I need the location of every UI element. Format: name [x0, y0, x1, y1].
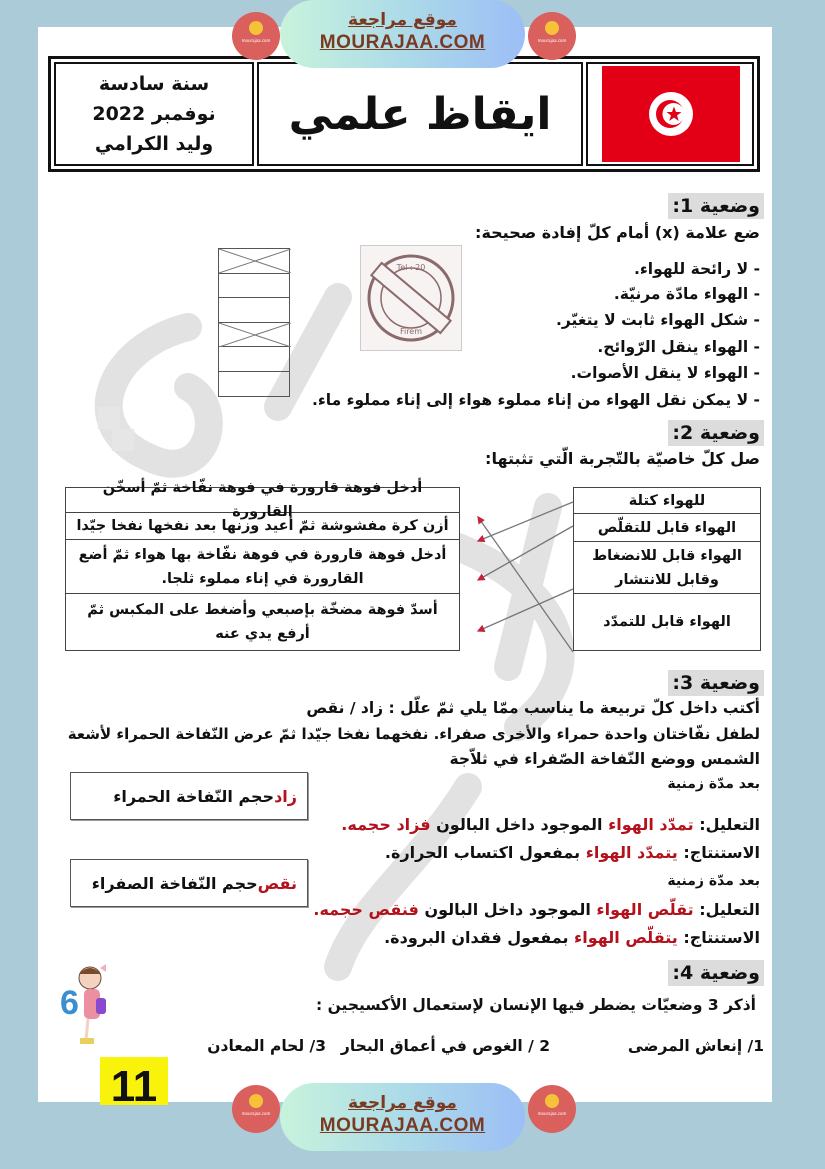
flag-cell [586, 62, 754, 166]
property-2: الهواء قابل للتقلّص [574, 514, 760, 542]
statement-5: - الهواء لا ينقل الأصوات. [570, 364, 760, 382]
site-banner-bottom[interactable] [280, 1083, 525, 1151]
worksheet-date: نوفمبر 2022 [92, 103, 216, 125]
header-info [54, 62, 254, 166]
experiment-4: أسدّ فوهة مضخّة بإصبعي وأضغط على المكبس ثمّ أرفع يدي عنه [87, 602, 438, 642]
site-badge-left-bottom: mourajaa.com [232, 1085, 280, 1133]
statement-2: - الهواء مادّة مرنيّة. [613, 285, 760, 303]
section4-instruction: أذكر 3 وضعيّات يضطر فيها الإنسان لإستعمال الأكسيجين : [316, 996, 756, 1014]
properties-table [573, 487, 761, 651]
worksheet-title: ايقاظ علمي [257, 62, 583, 166]
experiments-table [65, 480, 460, 651]
banner-english: MOURAJAA.COM [319, 32, 486, 53]
red-conclusion: الاستنتاج: يتمدّد الهواء بمفعول اكتساب الحرارة. [384, 843, 760, 862]
check-box-6[interactable] [219, 372, 289, 397]
section2-title: وضعية 2: [668, 420, 764, 446]
section3-title: وضعية 3: [668, 670, 764, 696]
section3-story-2: الشمس ووضع النّفاخة الصّفراء في ثلاّجة [449, 750, 760, 768]
section1-title: وضعية 1: [668, 193, 764, 219]
svg-text:6: 6 [60, 984, 79, 1022]
logo-icon [545, 1094, 559, 1108]
grade-level: سنة سادسة [98, 73, 210, 95]
statement-4: - الهواء ينقل الرّوائح. [597, 338, 760, 356]
property-1: للهواء كتلة [574, 488, 760, 514]
cartoon-girl-icon [60, 962, 118, 1052]
after-time-1: بعد مدّة زمنية [667, 776, 760, 792]
svg-text:Tel : 20: Tel : 20 [396, 263, 426, 272]
site-badge-left-top: mourajaa.com [232, 12, 280, 60]
red-balloon-answer-box[interactable]: زاد حجم النّفاخة الحمراء [70, 772, 308, 820]
check-box-5[interactable] [219, 347, 289, 372]
site-badge-right-bottom: mourajaa.com [528, 1085, 576, 1133]
experiment-1: أدخل فوهة قارورة في فوهة نفّاخة ثمّ أسخّن القارورة [66, 488, 459, 513]
banner-arabic: موقع مراجعة [348, 1093, 457, 1113]
author-name: وليد الكرامي [94, 133, 214, 155]
yellow-conclusion: الاستنتاج: يتقلّص الهواء بمفعول فقدان البرودة. [384, 928, 760, 947]
site-badge-right-top: mourajaa.com [528, 12, 576, 60]
section3-story-1: لطفل نفّاختان واحدة حمراء والأخرى صفراء. نفخهما نفخا جيّدا ثمّ عرض النّفاخة الحمراء لأشعة [67, 725, 760, 743]
statement-1: - لا رائحة للهواء. [633, 260, 760, 278]
check-box-4[interactable] [219, 323, 289, 348]
yellow-reasoning: التعليل: تقلّص الهواء الموجود داخل البالون فنقص حجمه. [313, 900, 760, 919]
worksheet-header [48, 56, 760, 172]
site-banner-top[interactable] [280, 0, 525, 68]
yellow-balloon-answer-box[interactable]: نقص حجم النّفاخة الصفراء [70, 859, 308, 907]
svg-text:Firem: Firem [399, 327, 423, 336]
section1-instruction: ضع علامة (x) أمام كلّ إفادة صحيحة: [475, 223, 760, 242]
oxygen-answer-2: 2 / الغوص في أعماق البحار [340, 1037, 550, 1055]
check-box-1[interactable] [219, 249, 289, 274]
property-4: الهواء قابل للتمدّد [603, 614, 731, 630]
oxygen-answer-1: 1/ إنعاش المرضى [627, 1037, 764, 1055]
statement-3: - شكل الهواء ثابت لا يتغيّر. [556, 311, 760, 329]
section2-instruction: صل كلّ خاصيّة بالتّجربة الّتي تثبتها: [485, 449, 760, 468]
answer-check-column [218, 248, 290, 397]
statement-6: - لا يمكن نقل الهواء من إناء مملوء هواء إلى إناء مملوء ماء. [312, 391, 760, 409]
experiment-3: أدخل فوهة قارورة في فوهة نفّاخة بها هواء ثمّ أضع القارورة في إناء مملوء ثلجا. [66, 540, 459, 594]
section4-title: وضعية 4: [668, 960, 764, 986]
oxygen-answer-3: 3/ لحام المعادن [207, 1037, 326, 1055]
logo-icon [249, 21, 263, 35]
banner-arabic: موقع مراجعة [348, 10, 457, 30]
after-time-2: بعد مدّة زمنية [667, 873, 760, 889]
experiment-2: أزن كرة مفشوشة ثمّ أعيد وزنها بعد نفخها نفخا جيّدا [66, 513, 459, 540]
tunisia-flag-icon [602, 66, 740, 162]
check-box-3[interactable] [219, 298, 289, 323]
red-reasoning: التعليل: تمدّد الهواء الموجود داخل البالون فزاد حجمه. [341, 815, 760, 834]
section3-instruction: أكتب داخل كلّ تربيعة ما يناسب ممّا يلي ثمّ علّل : زاد / نقص [306, 699, 760, 717]
page-number-badge: 11 [100, 1057, 168, 1105]
teacher-stamp-icon [360, 245, 462, 351]
logo-icon [249, 1094, 263, 1108]
property-3: الهواء قابل للانضغاط وقابل للانتشار [574, 542, 760, 594]
check-box-2[interactable] [219, 274, 289, 299]
banner-english: MOURAJAA.COM [319, 1115, 486, 1136]
logo-icon [545, 21, 559, 35]
